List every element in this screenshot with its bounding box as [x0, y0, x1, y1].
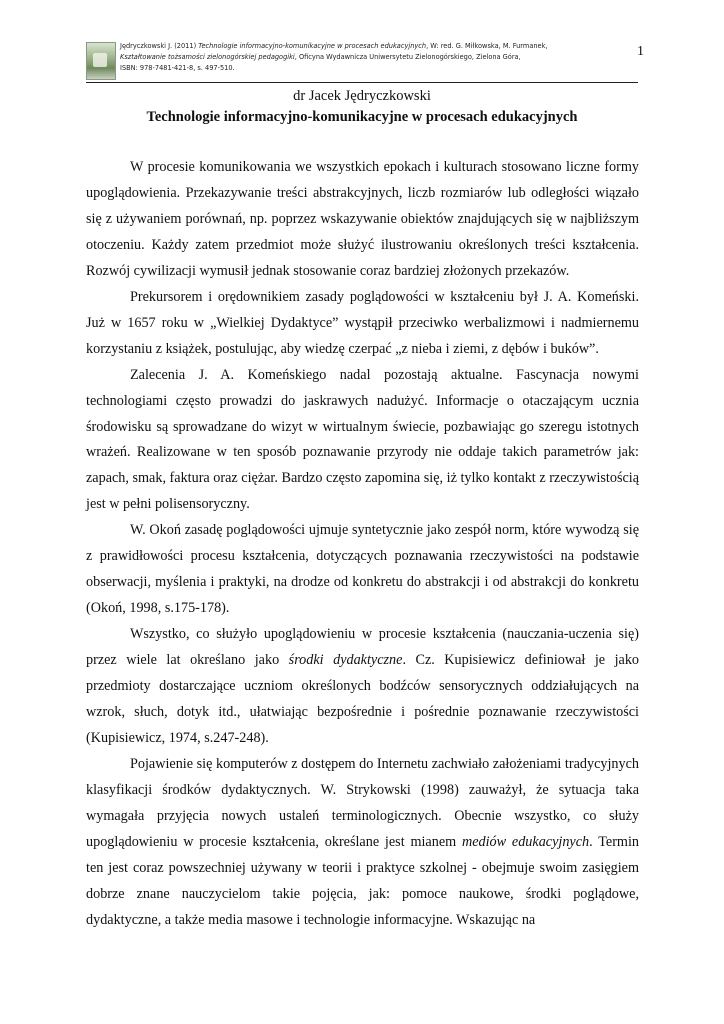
citation	[120, 41, 600, 74]
author: dr Jacek Jędryczkowski	[293, 88, 431, 104]
running-header	[86, 40, 638, 83]
page-number: 1	[637, 44, 644, 59]
term-media-edukacyjne: mediów edukacyjnych	[461, 833, 590, 850]
paragraph-4: W. Okoń zasadę poglądowości ujmuje syntetycznie jako zespół norm, które wywodzą się z prawidłowości procesu kształcenia, dotyczących poznawania rzeczywistości na podstawie obserwacji, myślenia i praktyki, na drodze od konkretu do abstrakcji i od abstrakcji do konkretu (Okoń, 1998, s.175-178).	[86, 522, 639, 617]
article-body	[86, 155, 639, 934]
book-cover-thumbnail	[86, 42, 116, 80]
article-title: Technologie informacyjno-komunikacyjne w procesach edukacyjnych	[146, 109, 578, 125]
citation-line-2: Kształtowanie tożsamości zielonogórskiej pedagogiki, Oficyna Wydawnicza Uniwersytetu Zielonogórskiego, Zielona Góra,	[120, 53, 521, 61]
paragraph-2: Prekursorem i orędownikiem zasady poglądowości w kształceniu był J. A. Komeński. Już w 1657 roku w „Wielkiej Dydaktyce” wystąpił przeciwko werbalizmowi i nadmiernemu korzystaniu z książek, postulując, aby wiedzę czerpać „z nieba i ziemi, z dębów i buków”.	[86, 288, 639, 357]
citation-line-1: Jędryczkowski J. (2011) Technologie informacyjno-komunikacyjne w procesach edukacyjnych, W: red. G. Miłkowska, M. Furmanek,	[120, 42, 548, 50]
paragraph-3: Zalecenia J. A. Komeńskiego nadal pozostają aktualne. Fascynacja nowymi technologiami często prowadzi do jaskrawych nadużyć. Informacje o otaczającym ucznia środowisku są sprowadzane do wizyt w wirtualnym świecie, pozbawiając go szeregu istotnych wrażeń. Realizowane w ten sposób poznawanie przyrody nie oddaje takich parametrów jak: zapach, smak, faktura oraz ciężar. Bardzo często zapomina się, iż tylko kontakt z rzeczywistością jest w pełni polisensoryczny.	[86, 366, 639, 513]
paragraph-6: Pojawienie się komputerów z dostępem do Internetu zachwiało założeniami tradycyjnych klasyfikacji środków dydaktycznych. W. Strykowski (1998) zauważył, że sytuacja taka wymagała przyjęcia nowych ustaleń terminologicznych. Obecnie wszystko, co służy upoglądowieniu w procesie kształcenia, określane jest mianem mediów edukacyjnych. Termin ten jest coraz powszechniej używany w teorii i praktyce szkolnej - obejmuje swoim zasięgiem dobrze znane nauczycielom takie pojęcia, jak: pomoce naukowe, środki poglądowe, dydaktyczne, a także media masowe i technologie informacyjne. Wskazując na	[86, 755, 639, 928]
paragraph-1: W procesie komunikowania we wszystkich epokach i kulturach stosowano liczne formy upoglądowienia. Przekazywanie treści abstrakcyjnych, liczb rozmiarów lub odległości wiązało się z używaniem porównań, np. poprzez wskazywanie obiektów znajdujących się w najbliższym otoczeniu. Każdy zatem przedmiot może służyć ilustrowaniu określonych treści kształcenia. Rozwój cywilizacji wymusił jednak stosowanie coraz bardziej złożonych przekazów.	[86, 159, 639, 279]
paragraph-5: Wszystko, co służyło upoglądowieniu w procesie kształcenia (nauczania-uczenia się) przez wiele lat określano jako środki dydaktyczne. Cz. Kupisiewicz definiował je jako przedmioty dostarczające uczniom określonych bodźców sensorycznych oddziałujących na wzrok, słuch, dotyk itd., ułatwiając bezpośrednie i pośrednie poznawanie rzeczywistości (Kupisiewicz, 1974, s.247-248).	[86, 626, 640, 746]
citation-line-3: ISBN: 978-7481-421-8, s. 497-510.	[120, 64, 235, 72]
term-srodki-dydaktyczne: środki dydaktyczne	[288, 652, 403, 669]
